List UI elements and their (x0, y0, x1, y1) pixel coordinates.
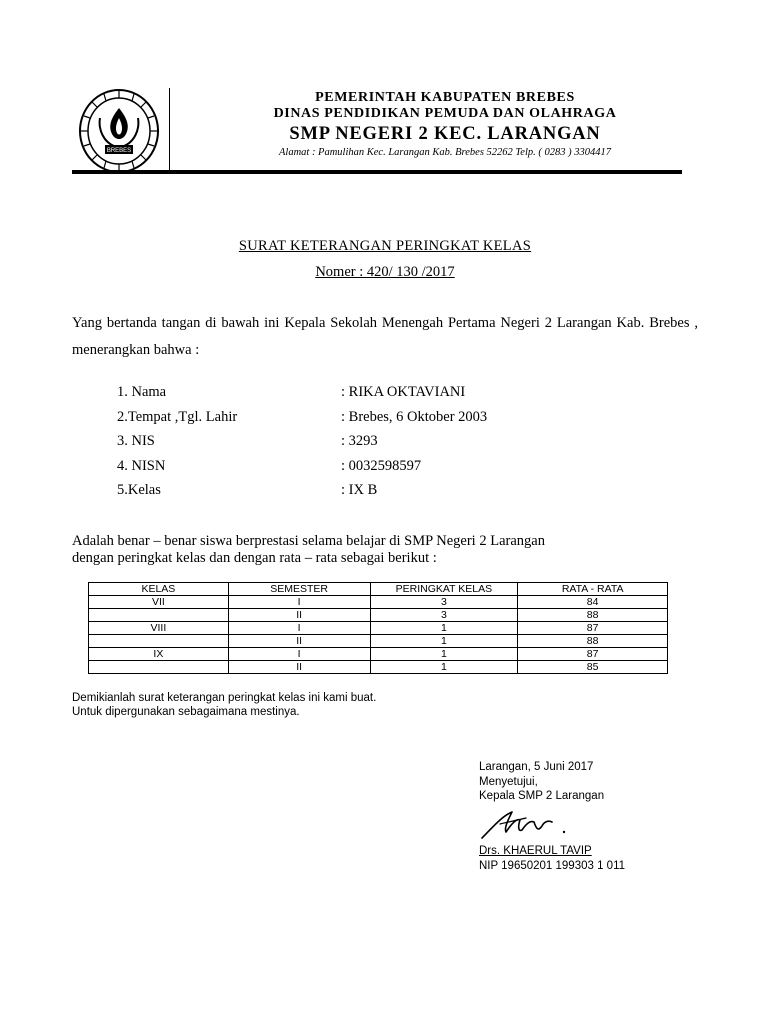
statement-paragraph (72, 533, 698, 567)
student-info-value: : 3293 (341, 433, 378, 449)
letterhead-rule (72, 170, 682, 174)
table-cell (89, 661, 229, 674)
statement-line: dengan peringkat kelas dan dengan rata – rata sebagai berikut : (72, 550, 437, 566)
letterhead-divider (169, 88, 170, 170)
student-info-value: : RIKA OKTAVIANI (341, 384, 466, 400)
table-cell: I (228, 596, 370, 609)
table-cell: I (228, 622, 370, 635)
table-row (89, 609, 668, 622)
table-cell: 87 (518, 648, 668, 661)
table-cell (89, 609, 229, 622)
table-cell: 1 (370, 635, 518, 648)
logo-text: BREBES (106, 148, 132, 154)
student-info-value: : Brebes, 6 Oktober 2003 (341, 408, 488, 425)
table-header-cell: SEMESTER (228, 583, 370, 596)
table-cell (89, 635, 229, 648)
handwritten-signature (478, 806, 578, 842)
table-header-row (89, 583, 668, 596)
student-info-label: 1. Nama (117, 384, 167, 400)
table-row (89, 622, 668, 635)
table-row (89, 596, 668, 609)
table-cell: II (228, 609, 370, 622)
signature-block-footer (479, 844, 625, 874)
student-info-label: 2.Tempat ,Tgl. Lahir (117, 408, 238, 425)
table-cell: 1 (370, 648, 518, 661)
table-row (89, 635, 668, 648)
document-title: SURAT KETERANGAN PERINGKAT KELAS (238, 238, 532, 254)
closing-line: Untuk dipergunakan sebagaimana mestinya. (72, 706, 300, 718)
signature-approval: Menyetujui, (479, 775, 538, 788)
table-cell: II (228, 661, 370, 674)
table-cell: 1 (370, 622, 518, 635)
closing-line: Demikianlah surat keterangan peringkat kelas ini kami buat. (72, 692, 377, 704)
table-cell: 85 (518, 661, 668, 674)
table-cell: I (228, 648, 370, 661)
table-row (89, 661, 668, 674)
table-cell: II (228, 635, 370, 648)
student-info-value: : IX B (341, 482, 378, 498)
table-cell: VIII (89, 622, 229, 635)
letterhead-school-name: SMP NEGERI 2 KEC. LARANGAN (289, 124, 601, 144)
class-ranking-table (88, 582, 668, 674)
student-info-label: 5.Kelas (117, 482, 161, 498)
signature-block-header (479, 760, 604, 804)
table-cell: 84 (518, 596, 668, 609)
student-info-label: 4. NISN (117, 457, 166, 474)
table-header-cell: PERINGKAT KELAS (370, 583, 518, 596)
signatory-nip: NIP 19650201 199303 1 011 (479, 860, 626, 872)
table-cell: 3 (370, 596, 518, 609)
table-cell: VII (89, 596, 229, 609)
letterhead-department: DINAS PENDIDIKAN PEMUDA DAN OLAHRAGA (273, 106, 617, 121)
signature-position: Kepala SMP 2 Larangan (479, 790, 605, 802)
statement-line: Adalah benar – benar siswa berprestasi selama belajar di SMP Negeri 2 Larangan (72, 533, 545, 549)
table-cell: IX (89, 648, 229, 661)
table-cell: 3 (370, 609, 518, 622)
letterhead-government: PEMERINTAH KABUPATEN BREBES (315, 90, 575, 105)
student-info-label: 3. NIS (117, 433, 155, 449)
table-cell: 88 (518, 609, 668, 622)
table-cell: 87 (518, 622, 668, 635)
table-cell: 1 (370, 661, 518, 674)
signature-place-date: Larangan, 5 Juni 2017 (479, 761, 594, 773)
table-cell: 88 (518, 635, 668, 648)
closing-text (72, 691, 376, 719)
student-info-value: : 0032598597 (341, 457, 422, 474)
brebes-regency-logo (78, 88, 160, 174)
table-header-cell: RATA - RATA (518, 583, 668, 596)
letterhead (200, 90, 690, 159)
signatory-name: Drs. KHAERUL TAVIP (479, 845, 592, 857)
document-number: Nomer : 420/ 130 /2017 (315, 264, 455, 280)
letterhead-address: Alamat : Pamulihan Kec. Larangan Kab. Brebes 52262 Telp. ( 0283 ) 3304417 (278, 147, 611, 158)
table-header-cell: KELAS (89, 583, 229, 596)
intro-paragraph: Yang bertanda tangan di bawah ini Kepala Sekolah Menengah Pertama Negeri 2 Larangan Kab. Brebes , menerangkan bahwa : (72, 315, 698, 358)
table-row (89, 648, 668, 661)
